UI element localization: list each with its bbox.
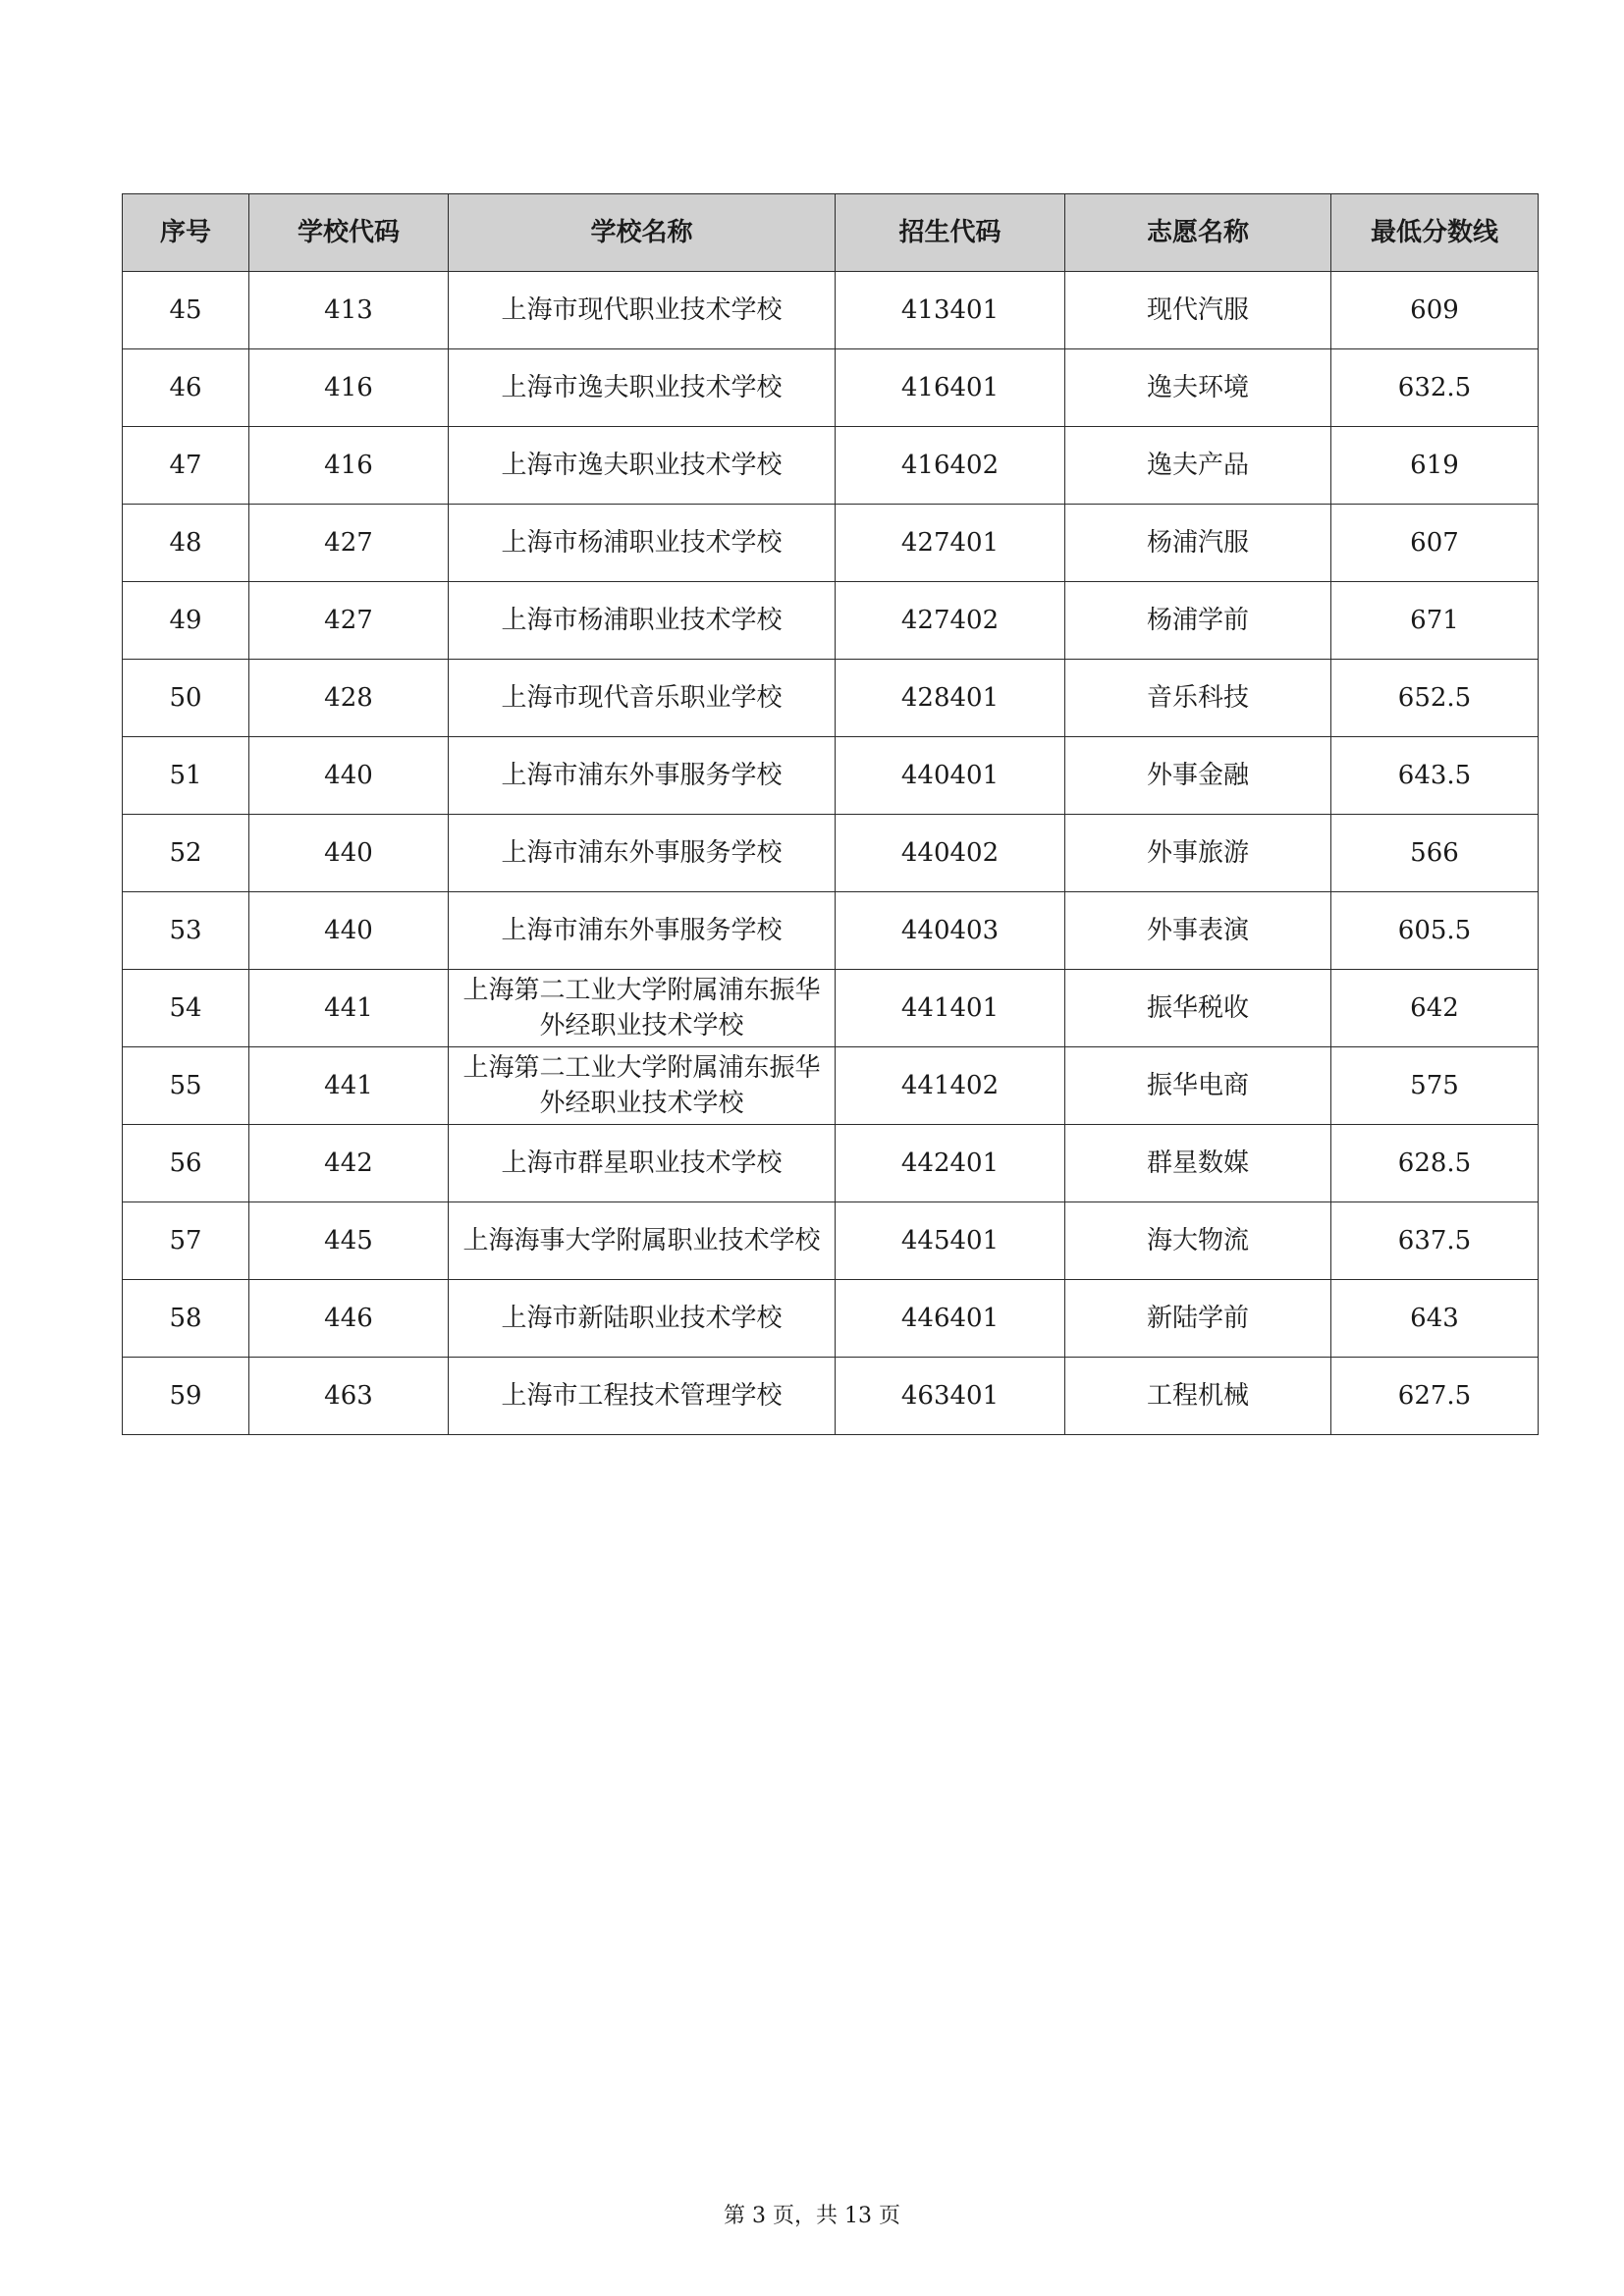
cell-program-name: 外事表演: [1065, 892, 1331, 970]
cell-min-score: 627.5: [1331, 1358, 1539, 1435]
cell-min-score: 628.5: [1331, 1125, 1539, 1202]
cell-enrollment-code: 416401: [836, 349, 1065, 427]
cell-min-score: 605.5: [1331, 892, 1539, 970]
table-row: [123, 970, 1539, 1047]
admission-score-table: [122, 193, 1539, 1435]
cell-min-score: 566: [1331, 815, 1539, 892]
cell-school-code: 440: [249, 892, 449, 970]
cell-school-name: 上海市逸夫职业技术学校: [449, 349, 836, 427]
cell-school-name: 上海市工程技术管理学校: [449, 1358, 836, 1435]
table-row: [123, 892, 1539, 970]
cell-enrollment-code: 440403: [836, 892, 1065, 970]
cell-program-name: 逸夫产品: [1065, 427, 1331, 505]
cell-enrollment-code: 440402: [836, 815, 1065, 892]
table-row: [123, 815, 1539, 892]
cell-school-code: 413: [249, 272, 449, 349]
cell-school-code: 442: [249, 1125, 449, 1202]
table-header-row: [123, 194, 1539, 272]
cell-school-code: 446: [249, 1280, 449, 1358]
header-index: 序号: [123, 194, 249, 272]
cell-min-score: 643: [1331, 1280, 1539, 1358]
cell-school-name: 上海海事大学附属职业技术学校: [449, 1202, 836, 1280]
table-row: [123, 582, 1539, 660]
cell-program-name: 振华电商: [1065, 1047, 1331, 1125]
cell-enrollment-code: 463401: [836, 1358, 1065, 1435]
cell-program-name: 外事金融: [1065, 737, 1331, 815]
page-footer: 第 3 页，共 13 页: [724, 2204, 900, 2228]
cell-school-name: 上海市浦东外事服务学校: [449, 815, 836, 892]
cell-index: 49: [123, 582, 249, 660]
cell-school-code: 427: [249, 582, 449, 660]
cell-school-code: 440: [249, 815, 449, 892]
header-enrollment-code: 招生代码: [836, 194, 1065, 272]
cell-min-score: 607: [1331, 505, 1539, 582]
header-min-score: 最低分数线: [1331, 194, 1539, 272]
table-row: [123, 427, 1539, 505]
cell-index: 57: [123, 1202, 249, 1280]
cell-school-name: 上海市现代音乐职业学校: [449, 660, 836, 737]
cell-school-code: 428: [249, 660, 449, 737]
header-school-code: 学校代码: [249, 194, 449, 272]
cell-enrollment-code: 427401: [836, 505, 1065, 582]
cell-enrollment-code: 446401: [836, 1280, 1065, 1358]
table-row: [123, 505, 1539, 582]
cell-min-score: 632.5: [1331, 349, 1539, 427]
cell-enrollment-code: 441401: [836, 970, 1065, 1047]
cell-index: 48: [123, 505, 249, 582]
cell-min-score: 643.5: [1331, 737, 1539, 815]
cell-index: 58: [123, 1280, 249, 1358]
cell-index: 56: [123, 1125, 249, 1202]
cell-enrollment-code: 413401: [836, 272, 1065, 349]
cell-school-name: 上海市群星职业技术学校: [449, 1125, 836, 1202]
cell-min-score: 652.5: [1331, 660, 1539, 737]
table-row: [123, 1280, 1539, 1358]
cell-program-name: 振华税收: [1065, 970, 1331, 1047]
cell-enrollment-code: 427402: [836, 582, 1065, 660]
table-row: [123, 1202, 1539, 1280]
cell-index: 54: [123, 970, 249, 1047]
cell-program-name: 群星数媒: [1065, 1125, 1331, 1202]
cell-enrollment-code: 428401: [836, 660, 1065, 737]
cell-index: 52: [123, 815, 249, 892]
cell-index: 55: [123, 1047, 249, 1125]
cell-index: 45: [123, 272, 249, 349]
cell-program-name: 杨浦汽服: [1065, 505, 1331, 582]
cell-school-name: 上海第二工业大学附属浦东振华外经职业技术学校: [449, 1047, 836, 1125]
cell-min-score: 609: [1331, 272, 1539, 349]
cell-school-code: 463: [249, 1358, 449, 1435]
cell-school-name: 上海市杨浦职业技术学校: [449, 505, 836, 582]
cell-index: 51: [123, 737, 249, 815]
cell-enrollment-code: 441402: [836, 1047, 1065, 1125]
cell-school-name: 上海市浦东外事服务学校: [449, 737, 836, 815]
header-program-name: 志愿名称: [1065, 194, 1331, 272]
cell-school-code: 416: [249, 349, 449, 427]
cell-program-name: 现代汽服: [1065, 272, 1331, 349]
table-row: [123, 1047, 1539, 1125]
cell-school-code: 416: [249, 427, 449, 505]
cell-school-name: 上海市浦东外事服务学校: [449, 892, 836, 970]
cell-min-score: 575: [1331, 1047, 1539, 1125]
cell-enrollment-code: 445401: [836, 1202, 1065, 1280]
cell-program-name: 工程机械: [1065, 1358, 1331, 1435]
cell-school-name: 上海市现代职业技术学校: [449, 272, 836, 349]
cell-index: 46: [123, 349, 249, 427]
cell-index: 59: [123, 1358, 249, 1435]
cell-school-code: 441: [249, 970, 449, 1047]
table-row: [123, 737, 1539, 815]
cell-program-name: 逸夫环境: [1065, 349, 1331, 427]
cell-school-name: 上海市杨浦职业技术学校: [449, 582, 836, 660]
cell-school-name: 上海市逸夫职业技术学校: [449, 427, 836, 505]
cell-school-code: 441: [249, 1047, 449, 1125]
table-row: [123, 349, 1539, 427]
cell-min-score: 642: [1331, 970, 1539, 1047]
table-row: [123, 272, 1539, 349]
cell-index: 53: [123, 892, 249, 970]
table-row: [123, 1125, 1539, 1202]
cell-enrollment-code: 442401: [836, 1125, 1065, 1202]
table-body: [123, 272, 1539, 1435]
table-row: [123, 1358, 1539, 1435]
cell-program-name: 新陆学前: [1065, 1280, 1331, 1358]
cell-school-name: 上海市新陆职业技术学校: [449, 1280, 836, 1358]
table-row: [123, 660, 1539, 737]
cell-school-code: 440: [249, 737, 449, 815]
cell-school-name: 上海第二工业大学附属浦东振华外经职业技术学校: [449, 970, 836, 1047]
header-school-name: 学校名称: [449, 194, 836, 272]
cell-min-score: 637.5: [1331, 1202, 1539, 1280]
cell-enrollment-code: 416402: [836, 427, 1065, 505]
cell-program-name: 杨浦学前: [1065, 582, 1331, 660]
cell-program-name: 海大物流: [1065, 1202, 1331, 1280]
cell-enrollment-code: 440401: [836, 737, 1065, 815]
cell-min-score: 671: [1331, 582, 1539, 660]
cell-index: 50: [123, 660, 249, 737]
cell-min-score: 619: [1331, 427, 1539, 505]
cell-school-code: 445: [249, 1202, 449, 1280]
cell-program-name: 外事旅游: [1065, 815, 1331, 892]
cell-program-name: 音乐科技: [1065, 660, 1331, 737]
cell-school-code: 427: [249, 505, 449, 582]
cell-index: 47: [123, 427, 249, 505]
